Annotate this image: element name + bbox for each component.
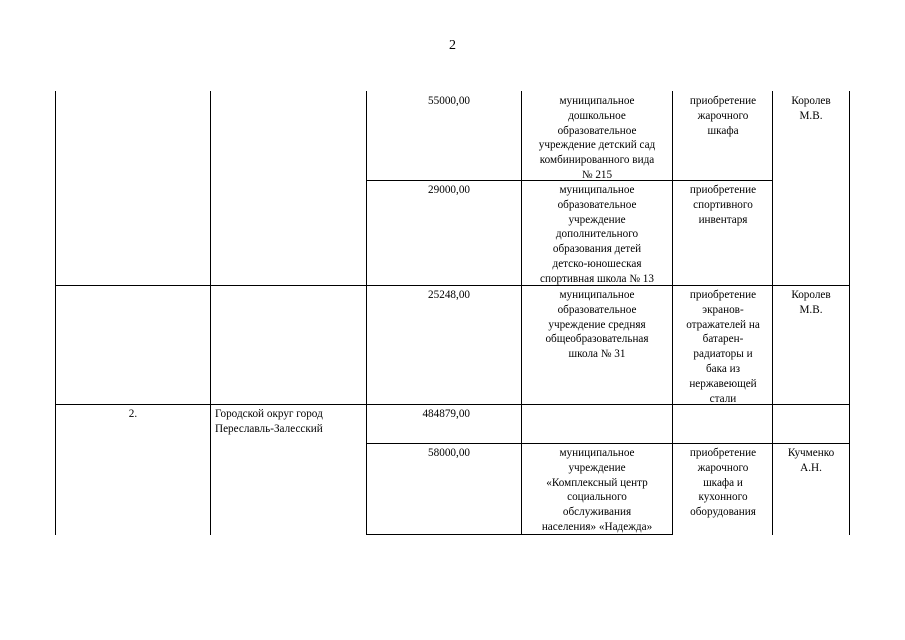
responsible-cell: Королев М.В. — [791, 95, 831, 122]
amount-cell: 58000,00 — [428, 447, 470, 459]
purpose-cell: приобретение спортивного инвентаря — [689, 184, 757, 226]
institution-cell: муниципальное дошкольное образовательное учреждение детский сад комбинированного вида № 215 — [538, 95, 656, 181]
table-border — [55, 91, 56, 535]
responsible-cell: Кучменко А.Н. — [787, 447, 835, 474]
table-border — [849, 91, 850, 535]
table-border — [55, 285, 849, 286]
purpose-cell: приобретение жарочного шкафа и кухонного оборудования — [689, 447, 757, 519]
responsible-cell: Королев М.В. — [791, 289, 831, 316]
institution-cell: муниципальное учреждение «Комплексный центр социального обслуживания населения» «Надежда» — [541, 447, 653, 533]
municipality-cell: Городской округ город Переславль-Залесский — [215, 408, 323, 435]
row-number-cell: 2. — [128, 408, 138, 420]
table-border — [366, 91, 367, 535]
purpose-cell: приобретение экранов- отражателей на батарен- радиаторы и бака из нержавеющей стали — [686, 289, 760, 405]
institution-cell: муниципальное образовательное учреждение средняя общеобразовательная школа № 31 — [545, 289, 649, 361]
table-border — [210, 91, 211, 535]
amount-cell: 25248,00 — [428, 289, 470, 301]
table-border — [366, 443, 849, 444]
institution-cell: муниципальное образовательное учреждение дополнительного образования детей детско-юношеская спортивная школа № 13 — [540, 184, 654, 285]
page-number: 2 — [449, 38, 456, 53]
amount-cell: 29000,00 — [428, 184, 470, 196]
amount-cell: 55000,00 — [428, 95, 470, 107]
amount-cell: 484879,00 — [422, 408, 470, 420]
purpose-cell: приобретение жарочного шкафа — [689, 95, 757, 137]
